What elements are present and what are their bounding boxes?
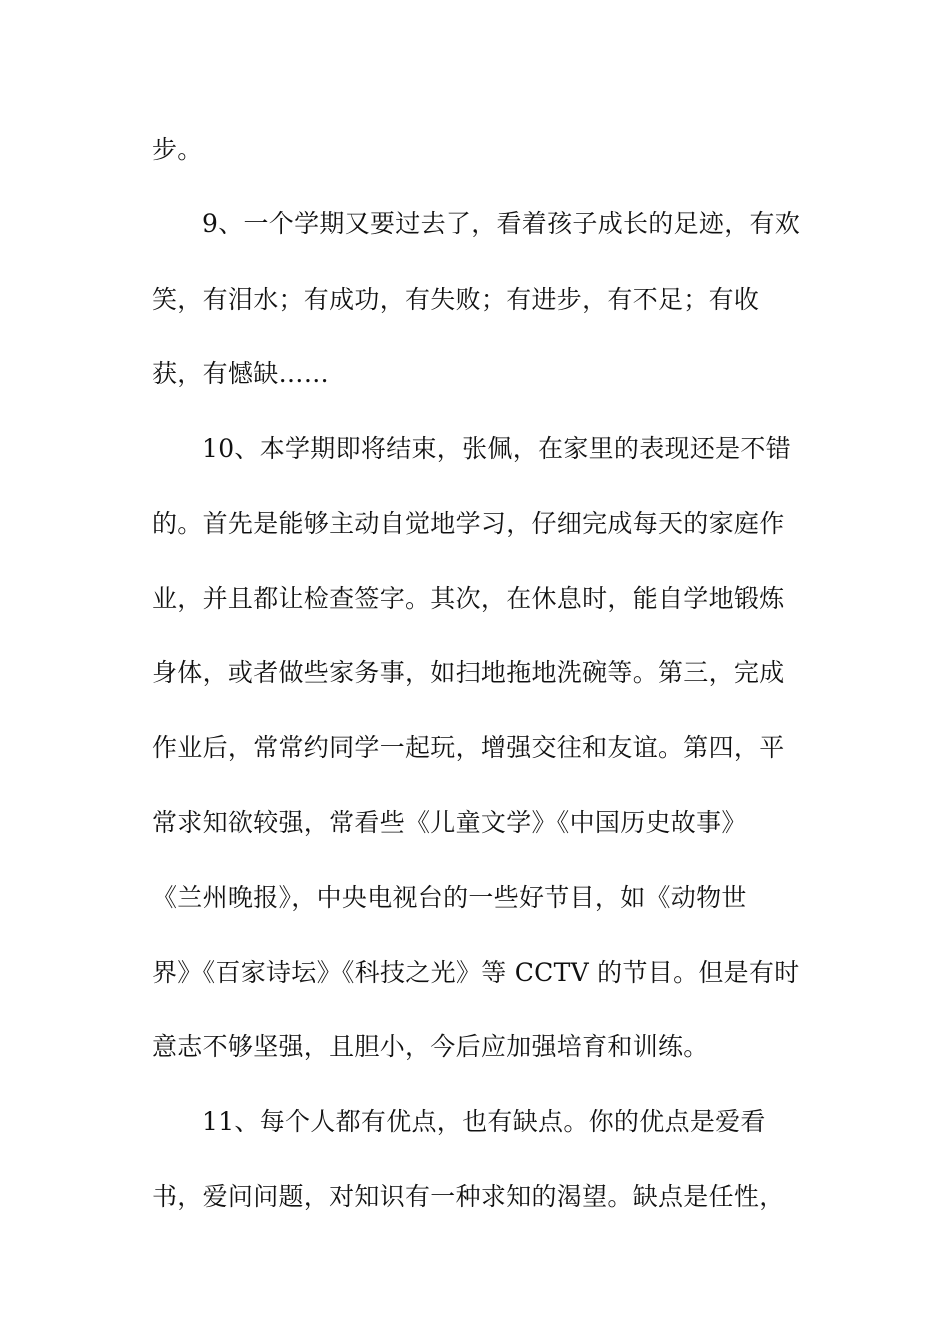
text-line-1: 步。: [152, 135, 203, 164]
text-line-5: 10、本学期即将结束，张佩，在家里的表现还是不错: [202, 434, 792, 463]
text-line-10: 常求知欲较强，常看些《儿童文学》《中国历史故事》: [152, 808, 747, 837]
text-line-14: 11、每个人都有优点，也有缺点。你的优点是爱看: [202, 1107, 766, 1136]
text-line-4: 获，有憾缺……: [152, 359, 330, 388]
text-line-15: 书，爱问问题，对知识有一种求知的渴望。缺点是任性，: [152, 1182, 785, 1211]
text-line-13: 意志不够坚强，且胆小，今后应加强培育和训练。: [152, 1032, 709, 1061]
text-line-7: 业，并且都让检查签字。其次，在休息时，能自学地锻炼: [152, 584, 785, 613]
text-line-9: 作业后，常常约同学一起玩，增强交往和友谊。第四，平: [152, 733, 785, 762]
text-line-8: 身体，或者做些家务事，如扫地拖地洗碗等。第三，完成: [152, 658, 785, 687]
text-line-12: 界》《百家诗坛》《科技之光》等 CCTV 的节目。但是有时: [152, 958, 800, 987]
text-line-2: 9、一个学期又要过去了，看着孩子成长的足迹，有欢: [202, 209, 801, 238]
text-line-11: 《兰州晚报》，中央电视台的一些好节目，如《动物世: [152, 883, 747, 912]
text-line-6: 的。首先是能够主动自觉地学习，仔细完成每天的家庭作: [152, 509, 785, 538]
text-line-3: 笑，有泪水；有成功，有失败；有进步，有不足；有收: [152, 285, 760, 314]
